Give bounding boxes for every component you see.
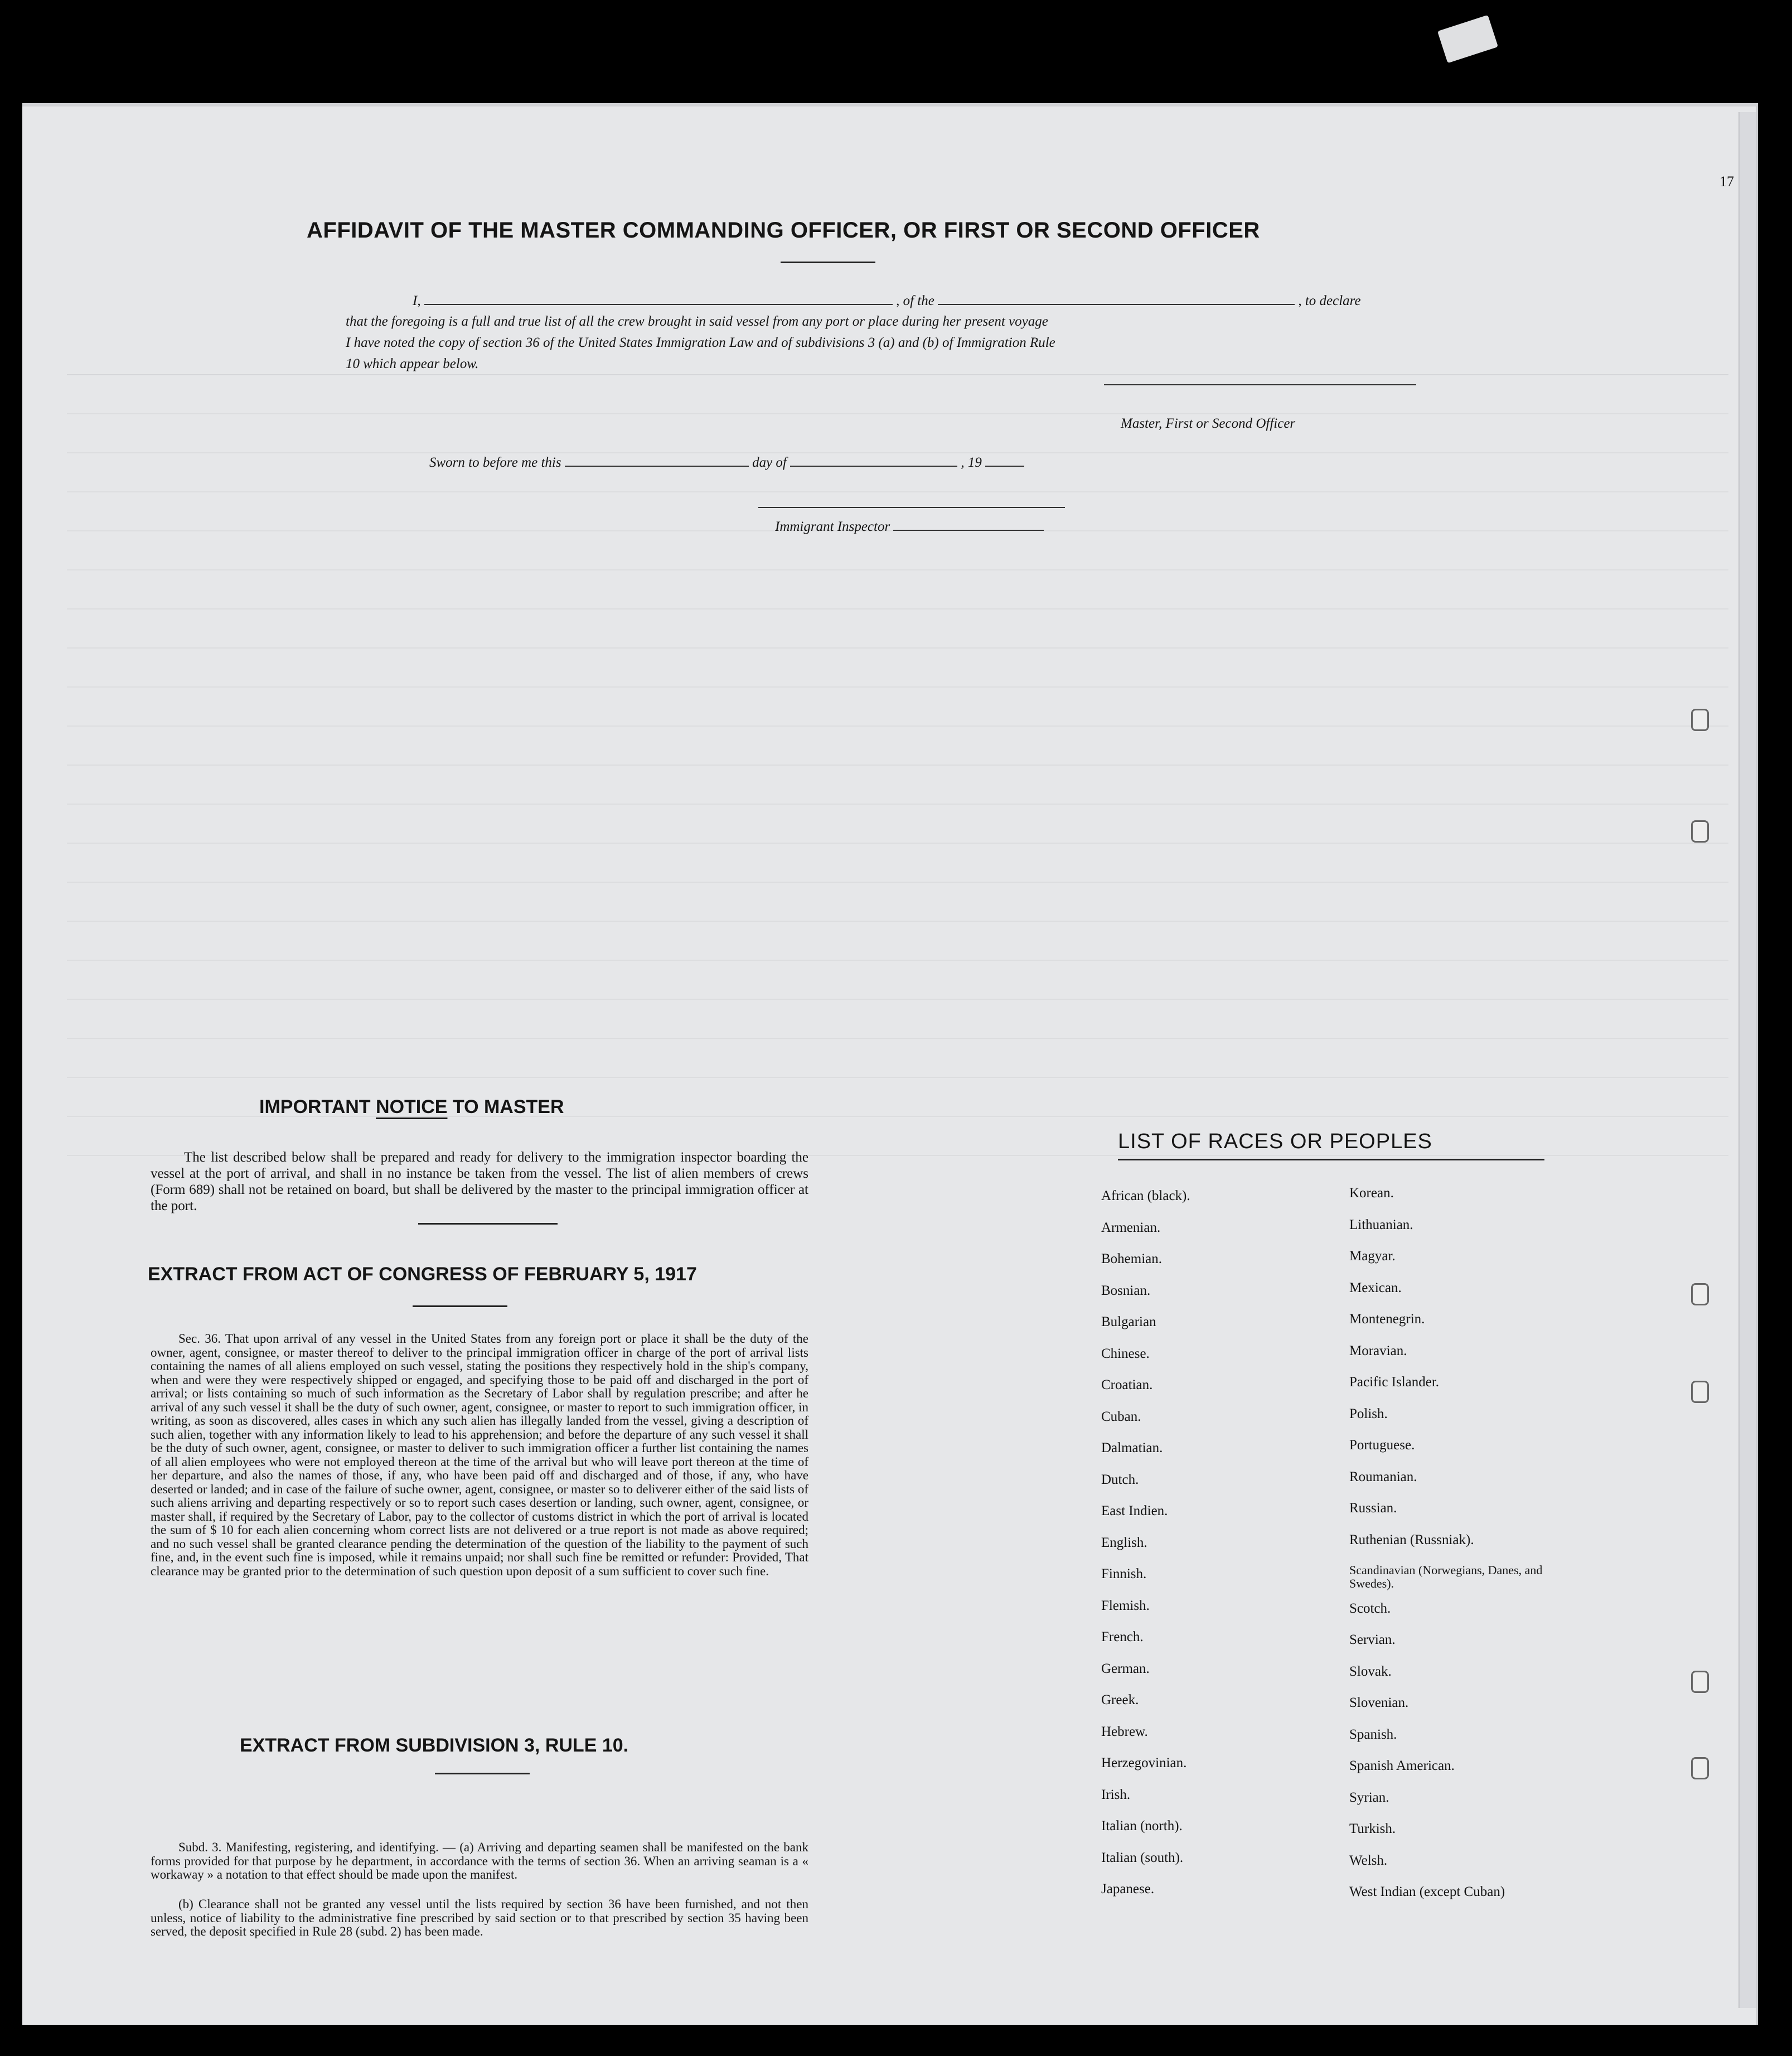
inspector-signature-line [758, 507, 1065, 508]
race-item: Roumanian. [1349, 1469, 1417, 1484]
race-item: Slovak. [1349, 1663, 1392, 1679]
race-item: Turkish. [1349, 1821, 1396, 1836]
affidavit-declaration-line [413, 293, 1361, 309]
punch-hole [1691, 1671, 1709, 1693]
bleed-through-rows [67, 374, 1728, 1156]
title-underline [781, 262, 875, 263]
race-item: Polish. [1349, 1406, 1388, 1421]
race-item: Italian (south). [1101, 1850, 1184, 1865]
to-declare-label: , to declare [1298, 293, 1361, 308]
race-item: Dalmatian. [1101, 1440, 1163, 1455]
sworn-line [429, 455, 1024, 471]
sworn-label: Sworn to before me this [429, 455, 561, 470]
notice-divider [418, 1223, 558, 1225]
notice-title-pre: IMPORTANT [259, 1096, 371, 1118]
race-item: East Indien. [1101, 1503, 1168, 1518]
race-item: Dutch. [1101, 1472, 1139, 1487]
race-item: Pacific Islander. [1349, 1375, 1440, 1390]
punch-hole [1691, 709, 1709, 731]
race-item: Italian (north). [1101, 1818, 1183, 1834]
race-item: West Indian (except Cuban) [1349, 1884, 1505, 1899]
race-item: Montenegrin. [1349, 1312, 1425, 1327]
act-divider [413, 1305, 507, 1307]
affidavit-line-3: 10 which appear below. [346, 356, 479, 371]
race-item: Japanese. [1101, 1881, 1155, 1897]
punch-hole [1691, 820, 1709, 843]
page-number: 17 [1720, 173, 1734, 190]
rule-para-b: (b) Clearance shall not be granted any vessel until the lists required by section 36 have been furnished, and not then unless, notice of liability to the administrative fine prescribed by said section or to that prescribed by section 35 having been served, the deposit specified in Rule 28 (subd. 2) has been made. [151, 1897, 808, 1938]
race-item: Finnish. [1101, 1566, 1147, 1581]
month-blank [790, 466, 957, 467]
races-title: LIST OF RACES OR PEOPLES [1118, 1130, 1432, 1153]
rule-divider [435, 1773, 530, 1774]
race-item: English. [1101, 1535, 1147, 1550]
race-item: Moravian. [1349, 1343, 1407, 1358]
race-item: Greek. [1101, 1692, 1139, 1707]
race-item: Armenian. [1101, 1220, 1161, 1235]
page-edge [1738, 112, 1756, 2008]
notice-text: The list described below shall be prepared and ready for delivery to the immigration inspector boarding the vessel at the port of arrival, and shall in no instance be taken from the vessel. The list of alien members of crews (Form 689) shall not be retained on board, but shall be delivered by the master to the principal immigration officer at the port. [151, 1150, 808, 1213]
inspector-text: Immigrant Inspector [775, 519, 890, 534]
inspector-label [775, 519, 1044, 535]
race-item: French. [1101, 1629, 1144, 1644]
punch-hole [1691, 1757, 1709, 1779]
race-item: Bulgarian [1101, 1314, 1156, 1329]
race-item: Croatian. [1101, 1377, 1153, 1392]
vessel-blank [938, 304, 1295, 305]
race-item: Bohemian. [1101, 1251, 1163, 1266]
affidavit-title: AFFIDAVIT OF THE MASTER COMMANDING OFFICER, OR FIRST OR SECOND OFFICER [307, 218, 1260, 243]
race-item: Mexican. [1349, 1280, 1402, 1295]
affidavit-line-1: that the foregoing is a full and true list of all the crew brought in said vessel from any port or place during her present voyage [346, 314, 1048, 329]
race-item: Herzegovinian. [1101, 1755, 1187, 1770]
race-item: Cuban. [1101, 1409, 1141, 1424]
race-item: Korean. [1349, 1186, 1394, 1201]
race-item: Chinese. [1101, 1346, 1150, 1361]
notice-title [259, 1096, 564, 1118]
race-item: Scotch. [1349, 1600, 1391, 1616]
paper-scrap [1437, 15, 1498, 63]
race-item: Spanish American. [1349, 1758, 1455, 1773]
race-item: Irish. [1101, 1787, 1131, 1802]
race-item: Flemish. [1101, 1598, 1150, 1613]
race-item: Lithuanian. [1349, 1217, 1413, 1232]
race-item: Slovenian. [1349, 1695, 1409, 1710]
i-label: I, [413, 293, 421, 308]
races-underline [1118, 1159, 1544, 1160]
race-item: Syrian. [1349, 1789, 1389, 1805]
race-item: Spanish. [1349, 1726, 1397, 1742]
notice-title-notice: NOTICE [376, 1096, 448, 1118]
year-label: , 19 [961, 455, 982, 470]
race-item: Hebrew. [1101, 1724, 1148, 1739]
race-item: Servian. [1349, 1632, 1396, 1647]
punch-hole [1691, 1283, 1709, 1305]
act-title: EXTRACT FROM ACT OF CONGRESS OF FEBRUARY 5, 1917 [148, 1264, 697, 1285]
race-item: Portuguese. [1349, 1438, 1415, 1453]
signatory-label: Master, First or Second Officer [1121, 416, 1296, 431]
inspector-blank [893, 530, 1044, 531]
rule-para-a: Subd. 3. Manifesting, registering, and identifying. — (a) Arriving and departing seamen shall be manifested on the bank forms provided for that purpose by he department, in accordance with the terms of section 36. When an arriving seaman is a « workaway » a notation to that effect should be made upon the manifest. [151, 1840, 808, 1881]
name-blank [424, 304, 893, 305]
rule-title: EXTRACT FROM SUBDIVISION 3, RULE 10. [240, 1735, 629, 1756]
race-item: Scandinavian (Norwegians, Danes, and Swedes). [1349, 1563, 1543, 1590]
act-text: Sec. 36. That upon arrival of any vessel in the United States from any foreign port or place it shall be the duty of the owner, agent, consignee, or master thereof to deliver to the principal immigration officer in charge of the port of arrival lists containing the names of all aliens employed on such vessel, stating the positions they respectively hold in the ship's company, when and were they were respectively shipped or engaged, and specifying those to be paid off and discharged in the port of arrival; or lists containing so much of such information as the Secretary of Labor shall by regulation prescribe; and after he arrival of any such vessel it shall be the duty of such owner, agent, consignee, or master to report to such immigration officer, in writing, as soon as discovered, alles cases in which any such alien has illegally landed from the vessel, giving a description of such alien, together with any information likely to lead to his apprehension; and before the departure of any such vessel it shall be the duty of such owner, agent, consignee, or master to deliver to such immigration officer a further list containing the names of all alien employees who were not employed thereon at the time of the arrival but who will leave port thereon at the time of her departure, and also the names of those, if any, who have been paid off and discharged and of those, if any, who have deserted or landed; and in case of the failure of suche owner, agent, consignee, or master so to deliverer either of the said lists of such aliens arriving and departing respectively or so to report such cases desertion or landing, such owner, agent, consignee, or master shall, if required by the Secretary of Labor, pay to the collector of customs district in which the port of arrival is located the sum of $ 10 for each alien concerning whom correct lists are not delivered or a true report is not made as above required; and no such vessel shall be granted clearance pending the determination of the question of the liability to the payment of such fine, and, in the event such fine is imposed, while it remains unpaid; nor shall such fine be remitted or refunder: Provided, That clearance may be granted prior to the determination of such question upon deposit of a sum sufficient to cover such fine. [151, 1332, 808, 1578]
race-item: Welsh. [1349, 1852, 1388, 1868]
race-item: Ruthenian (Russniak). [1349, 1532, 1474, 1547]
affidavit-line-2: I have noted the copy of section 36 of the United States Immigration Law and of subdivisions 3 (a) and (b) of Immigration Rule [346, 335, 1055, 350]
sworn-date-blank [565, 466, 749, 467]
year-blank [985, 466, 1024, 467]
notice-title-post: TO MASTER [452, 1096, 564, 1118]
race-item: German. [1101, 1661, 1150, 1676]
race-item: Bosnian. [1101, 1283, 1151, 1298]
race-item: Magyar. [1349, 1249, 1396, 1264]
race-item: African (black). [1101, 1188, 1190, 1203]
race-item: Russian. [1349, 1501, 1397, 1516]
punch-hole [1691, 1381, 1709, 1403]
signature-line [1104, 384, 1416, 385]
of-the-label: , of the [896, 293, 934, 308]
document-page [22, 103, 1758, 2025]
day-of-label: day of [752, 455, 787, 470]
